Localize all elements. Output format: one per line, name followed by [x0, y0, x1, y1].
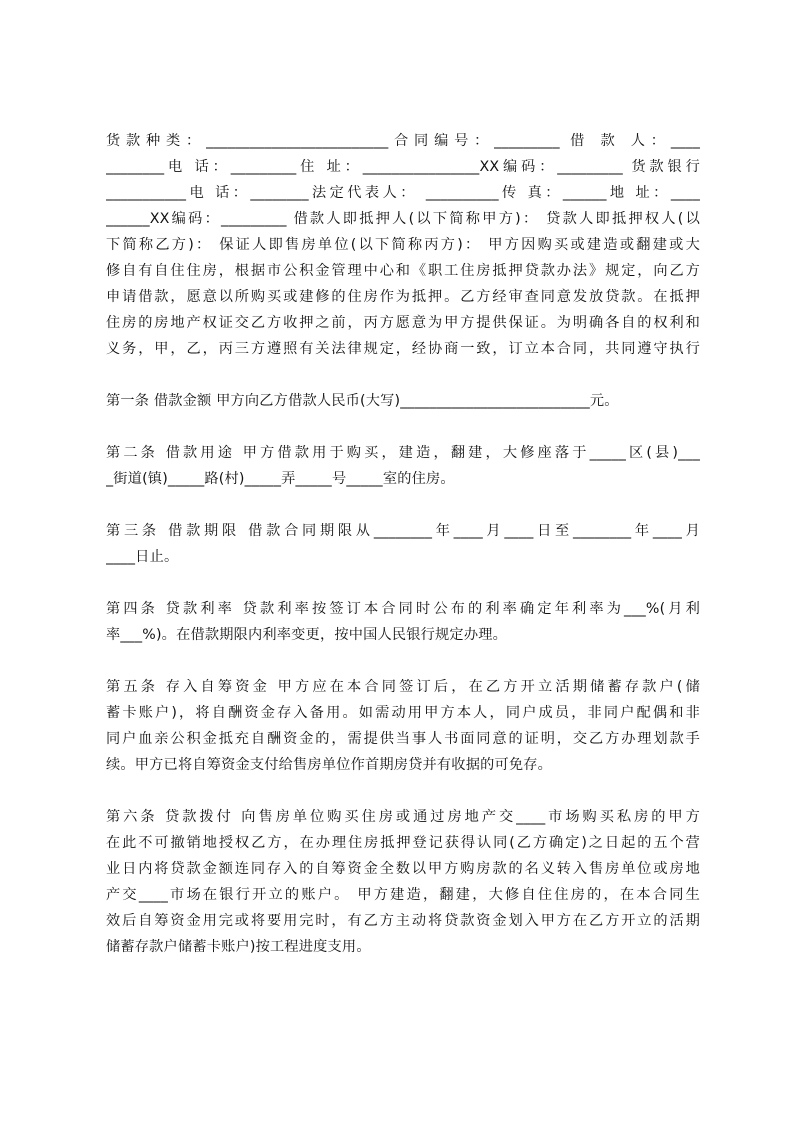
contract-page [106, 128, 700, 960]
text-line: 住房的房地产权证交乙方收押之前，丙方愿意为甲方提供保证。为明确各自的权利和 [106, 315, 700, 331]
text-line: 效后自筹资金用完或将要用完时，有乙方主动将贷款资金划入甲方在乙方开立的活期 [106, 913, 700, 929]
contract-intro-paragraph [106, 128, 700, 362]
article-2-loan-purpose [106, 440, 700, 492]
text-line: 第一条 借款金额 甲方向乙方借款人民币(大写)__________________________元。 [106, 393, 619, 409]
article-4-interest-rate [106, 596, 700, 648]
text-line: 申请借款，愿意以所购买或建修的住房作为抵押。乙方经审查同意发放贷款。在抵押 [106, 289, 700, 305]
text-line: 续。甲方已将自筹资金支付给售房单位作首期房贷并有收据的可免存。 [106, 757, 553, 773]
paragraph-spacer [106, 414, 700, 440]
text-line: ________电 话：_________住 址：________________XX编码：_________ 货款银行 [106, 159, 700, 175]
text-line: 在此不可撤销地授权乙方，在办理住房抵押登记获得认同(乙方确定)之日起的五个营 [106, 835, 700, 851]
text-line: ____日止。 [106, 549, 179, 565]
text-line: 第四条 贷款利率 贷款利率按签订本合同时公布的利率确定年利率为___%(月利 [106, 601, 700, 617]
article-1-loan-amount [106, 388, 700, 414]
paragraph-spacer [106, 492, 700, 518]
text-line: ___________电 话：________法定代表人： __________传 真：______地 址：____ [106, 185, 700, 201]
text-line: 第五条 存入自筹资金 甲方应在本合同签订后，在乙方开立活期储蓄存款户(储 [106, 679, 700, 695]
text-line: 货款种类：_________________________合同编号：_________ 借 款 人：____ [106, 133, 700, 149]
text-line: 产交____市场在银行开立的账户。 甲方建造，翻建，大修自住住房的，在本合同生 [106, 887, 700, 903]
text-line: 第三条 借款期限 借款合同期限从________年____月____日至________年____月 [106, 523, 700, 539]
text-line: 业日内将贷款金额连同存入的自筹资金全数以甲方购房款的名义转入售房单位或房地 [106, 861, 700, 877]
text-line: _街道(镇)_____路(村)_____弄_____号_____室的住房。 [106, 471, 455, 487]
text-line: 修自有自住住房，根据市公积金管理中心和《职工住房抵押贷款办法》规定，向乙方 [106, 263, 700, 279]
text-line: 下简称乙方)： 保证人即售房单位(以下简称丙方)： 甲方因购买或建造或翻建或大 [106, 237, 700, 253]
article-5-self-raised-funds [106, 674, 700, 778]
text-line: 同户血亲公积金抵充自酬资金的，需提供当事人书面同意的证明，交乙方办理划款手 [106, 731, 700, 747]
text-line: 第六条 贷款拨付 向售房单位购买住房或通过房地产交____市场购买私房的甲方 [106, 809, 700, 825]
paragraph-spacer [106, 570, 700, 596]
text-line: 率___%)。在借款期限内利率变更，按中国人民银行规定办理。 [106, 627, 507, 643]
article-6-loan-disbursement [106, 804, 700, 960]
text-line: ______XX编码：_________ 借款人即抵押人(以下简称甲方)： 贷款人即抵押权人(以 [106, 211, 700, 227]
paragraph-spacer [106, 362, 700, 388]
text-line: 储蓄存款户储蓄卡账户)按工程进度支用。 [106, 939, 371, 955]
text-line: 蓄卡账户)，将自酬资金存入备用。如需动用甲方本人，同户成员，非同户配偶和非 [106, 705, 700, 721]
paragraph-spacer [106, 778, 700, 804]
paragraph-spacer [106, 648, 700, 674]
text-line: 第二条 借款用途 甲方借款用于购买，建造，翻建，大修座落于_____区(县)___ [106, 445, 700, 461]
article-3-loan-term [106, 518, 700, 570]
text-line: 义务，甲，乙，丙三方遵照有关法律规定，经协商一致，订立本合同，共同遵守执行 [106, 341, 700, 357]
